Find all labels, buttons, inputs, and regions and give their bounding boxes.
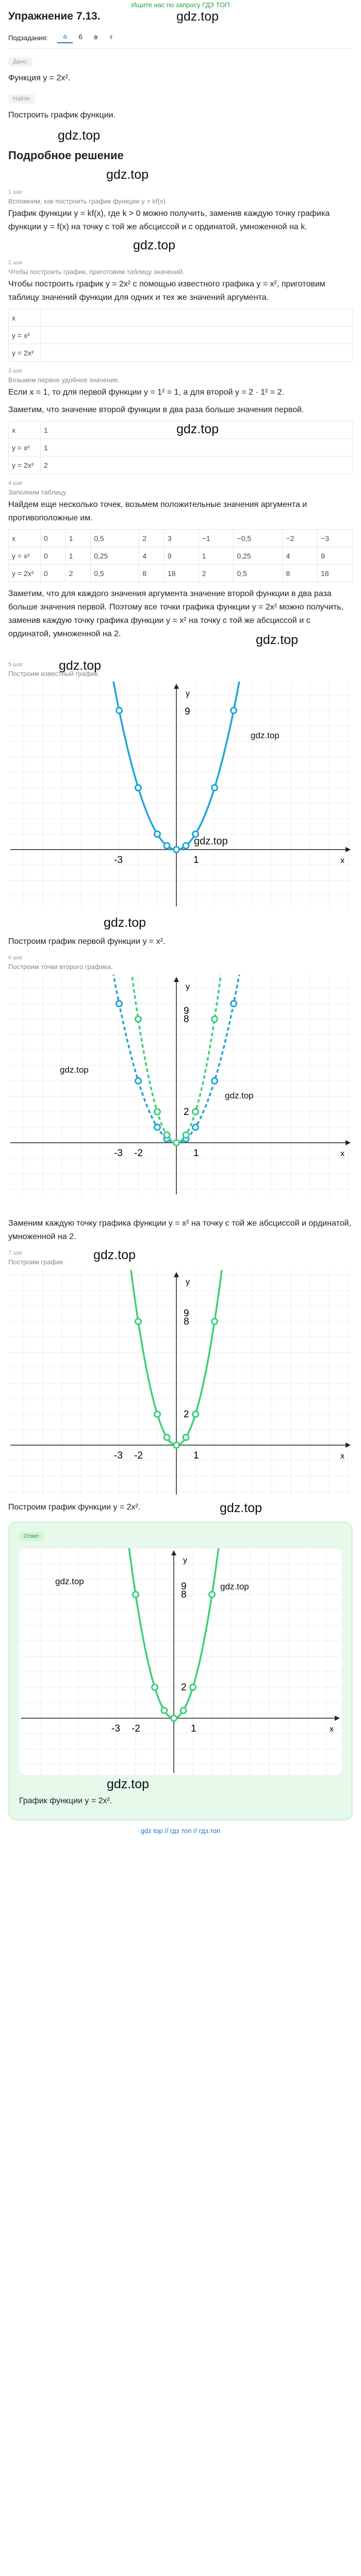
data-point xyxy=(174,1140,179,1146)
table-cell: y = 2x² xyxy=(9,344,41,362)
watermark-row xyxy=(8,633,353,655)
watermark: gdz.top xyxy=(220,1582,249,1591)
table-row xyxy=(9,344,353,362)
step3-table-wrap xyxy=(8,421,353,474)
table-cell: y = 2x² xyxy=(9,565,41,582)
data-point xyxy=(193,1412,199,1417)
data-point xyxy=(212,1319,218,1325)
table-cell: 2 xyxy=(199,565,234,582)
data-point xyxy=(117,708,122,714)
step6-tag: 6 шаг xyxy=(8,955,23,961)
divider xyxy=(8,48,353,49)
graph-svg xyxy=(8,682,353,908)
data-point xyxy=(155,1125,160,1130)
y-axis-arrow xyxy=(174,977,179,982)
table-cell: 1 xyxy=(199,547,234,565)
given-tag: Дано: xyxy=(8,57,32,66)
header xyxy=(8,8,353,29)
watermark: gdz.top xyxy=(58,128,101,143)
table-row xyxy=(9,439,353,456)
tab-subtask-v[interactable]: в xyxy=(94,32,98,41)
table-cell: 4 xyxy=(283,547,318,565)
table-cell: y = x² xyxy=(9,439,41,456)
step3-text1: Если x = 1, то для первой функции y = 1² = 1, а для второй y = 2 · 1² = 2. xyxy=(8,388,285,397)
table-cell: 18 xyxy=(318,565,353,582)
watermark-row xyxy=(8,126,353,144)
graph-answer xyxy=(19,1548,342,1775)
table-cell: 1 xyxy=(41,421,353,439)
table-row xyxy=(9,327,353,344)
tick-label: 8 xyxy=(184,1316,189,1327)
table-row xyxy=(9,309,353,327)
tick-label: 1 xyxy=(193,1148,199,1159)
tick-label: 8 xyxy=(184,1014,189,1025)
table-row xyxy=(9,456,353,474)
footer-link[interactable]: gdz top xyxy=(140,1827,163,1835)
step3-note: Возьмем первое удобное значение. xyxy=(8,376,120,384)
footer-separator: // xyxy=(191,1827,199,1835)
table-cell: 1 xyxy=(65,547,91,565)
tick-label: -3 xyxy=(114,1450,123,1461)
subtask-tabs xyxy=(8,30,353,45)
watermark: gdz.top xyxy=(133,238,176,252)
watermark: gdz.top xyxy=(59,658,102,673)
watermark: gdz.top xyxy=(176,9,219,24)
table-cell: −2 xyxy=(283,530,318,547)
y-axis-label: y xyxy=(186,982,190,991)
step5-tag-row xyxy=(8,658,353,673)
table-cell: y = x² xyxy=(9,327,41,344)
table-cell: 0,5 xyxy=(91,565,139,582)
watermark: gdz.top xyxy=(251,731,280,740)
data-point xyxy=(174,1443,179,1448)
step2-text: Чтобы построить график y = 2x² с помощью известного графика y = x², приготовим таблицу значений функции для одних и тех же значений аргумента. xyxy=(8,280,325,302)
table-cell: 0 xyxy=(41,565,66,582)
table-cell: x xyxy=(9,421,41,439)
table-cell: 0,5 xyxy=(91,530,139,547)
table-cell: 1 xyxy=(65,530,91,547)
find-tag: Найти: xyxy=(8,94,35,104)
data-point xyxy=(164,843,170,849)
step1-text: График функции y = kf(x), где k > 0 можно получить, заменив каждую точку графика функции y = f(x) на точку с той же абсциссой и с ординатой, умноженной на k. xyxy=(8,209,330,231)
table-cell: 8 xyxy=(139,565,165,582)
step4-text1: Найдем еще несколько точек, возьмем положительные значения аргумента и противоположные им. xyxy=(8,500,307,522)
table-cell: 9 xyxy=(164,547,199,565)
watermark: gdz.top xyxy=(106,167,149,182)
watermark: gdz.top xyxy=(176,422,219,436)
graph-svg xyxy=(8,1270,353,1497)
y-axis-arrow xyxy=(174,1272,179,1277)
table-cell: 0,25 xyxy=(234,547,283,565)
data-point xyxy=(117,1001,122,1007)
step4-text2: Заметим, что для каждого значения аргумента значение второй функции в два раза больше значения первой. Поэтому все точки графика функции y = 2x² можно получить, заменив каждую точку графика функции y = x² на точку с той же абсциссой и с ординатой, умноженной на 2. xyxy=(8,589,344,638)
answer-block xyxy=(8,1521,353,1821)
step1-tag: 1 шаг xyxy=(8,189,23,195)
answer-tag: Ответ xyxy=(19,1532,44,1541)
graph-points-2x2 xyxy=(8,975,353,1196)
tick-label: -3 xyxy=(114,855,123,866)
table-cell: 8 xyxy=(283,565,318,582)
data-point xyxy=(212,785,218,791)
step7-tag: 7 шаг xyxy=(8,1250,23,1256)
watermark: gdz.top xyxy=(107,1777,150,1791)
tick-label: 9 xyxy=(184,1006,189,1016)
data-point xyxy=(193,1109,199,1115)
footer-separator: // xyxy=(162,1827,170,1835)
tick-label: -2 xyxy=(132,1723,140,1734)
table-cell: y = x² xyxy=(9,547,41,565)
table-cell: 2 xyxy=(65,565,91,582)
graph-y-2x2 xyxy=(8,1270,353,1497)
x-axis-arrow xyxy=(335,1716,340,1721)
data-point xyxy=(164,1435,170,1440)
table-cell: 18 xyxy=(164,565,199,582)
table-cell: x xyxy=(9,530,41,547)
data-point xyxy=(180,1708,186,1714)
step4-tag: 4 шаг xyxy=(8,480,23,486)
table-cell: 0 xyxy=(41,530,66,547)
data-point xyxy=(231,708,237,714)
step4-note: Заполним таблицу. xyxy=(8,488,68,496)
data-point xyxy=(190,1685,196,1690)
y-axis-arrow xyxy=(171,1550,176,1555)
data-point xyxy=(136,1016,141,1022)
y-axis-label: y xyxy=(183,1556,187,1565)
solution-title: Подробное решение xyxy=(8,149,124,162)
subtasks-label: Подзадания: xyxy=(8,33,48,42)
y-axis-label: y xyxy=(186,1278,190,1286)
answer-caption: График функции y = 2x². xyxy=(19,1797,112,1805)
graph-svg xyxy=(8,975,353,1196)
data-point xyxy=(161,1708,167,1714)
watermark-row xyxy=(19,1779,342,1792)
tab-subtask-b[interactable]: б xyxy=(78,32,83,41)
y-axis-label: y xyxy=(186,689,190,698)
watermark: gdz.top xyxy=(225,1091,254,1100)
data-point xyxy=(193,1125,199,1130)
tick-label: 2 xyxy=(184,1409,189,1420)
tick-label: -2 xyxy=(134,1148,143,1159)
footer-link[interactable]: гдз топ xyxy=(170,1827,192,1835)
table-row xyxy=(9,530,353,547)
data-point xyxy=(155,832,160,837)
step2-table xyxy=(8,309,353,362)
watermark: gdz.top xyxy=(104,916,146,930)
table-cell: −3 xyxy=(318,530,353,547)
table-cell: 3 xyxy=(164,530,199,547)
tick-label: 9 xyxy=(184,1308,189,1319)
table-cell: 1 xyxy=(41,439,353,456)
step1-note: Вспомним, как построить график функции y = kf(x). xyxy=(8,197,168,205)
table-cell: −0,5 xyxy=(234,530,283,547)
tick-label: 9 xyxy=(185,706,190,717)
x-axis-label: x xyxy=(340,856,344,865)
tick-label: 1 xyxy=(191,1723,196,1734)
graph-y-x2 xyxy=(8,682,353,908)
table-row xyxy=(9,547,353,565)
data-point xyxy=(183,1435,189,1440)
tick-label: 8 xyxy=(181,1589,187,1600)
data-point xyxy=(155,1109,160,1115)
step5-note: Построим известный график. xyxy=(8,670,100,677)
x-axis-label: x xyxy=(340,1452,344,1461)
data-point xyxy=(231,1001,237,1007)
data-point xyxy=(136,785,141,791)
graph-svg xyxy=(19,1548,342,1775)
table-cell xyxy=(41,327,353,344)
tick-label: -3 xyxy=(114,1148,123,1159)
data-point xyxy=(212,1016,218,1022)
step5-tag: 5 шаг xyxy=(8,662,23,668)
tick-label: -2 xyxy=(134,1450,143,1461)
watermark-row xyxy=(8,167,353,183)
tick-label: -3 xyxy=(111,1723,120,1734)
data-point xyxy=(164,1132,170,1138)
watermark: gdz.top xyxy=(55,1577,84,1586)
data-point xyxy=(155,1412,160,1417)
watermark-row xyxy=(8,912,353,933)
data-point xyxy=(136,1078,141,1084)
data-point xyxy=(183,843,189,849)
tick-label: 2 xyxy=(184,1107,189,1117)
step4-table xyxy=(8,529,353,582)
step6-caption: Заменим каждую точку графика функции y = x² на точку с той же абсциссой и ординатой, умноженной на 2. xyxy=(8,1219,351,1241)
data-point xyxy=(183,1132,189,1138)
table-cell: −1 xyxy=(199,530,234,547)
footer-link[interactable]: гдз.топ xyxy=(199,1827,221,1835)
tab-subtask-g[interactable]: г xyxy=(110,32,113,41)
table-cell xyxy=(41,344,353,362)
step2-note: Чтобы построить график, приготовим таблицу значений. xyxy=(8,268,185,276)
find-text: Построить график функции. xyxy=(8,111,116,120)
watermark: gdz.top xyxy=(194,836,228,847)
x-axis-label: x xyxy=(340,1149,344,1158)
step3-tag: 3 шаг xyxy=(8,368,23,374)
table-cell xyxy=(41,309,353,327)
table-cell: 0,25 xyxy=(91,547,139,565)
step2-tag: 2 шаг xyxy=(8,260,23,266)
data-point xyxy=(133,1592,139,1598)
step3-text2: Заметим, что значение второй функции в два раза больше значения первой. xyxy=(8,405,304,414)
table-cell: x xyxy=(9,309,41,327)
x-axis-label: x xyxy=(330,1725,334,1734)
watermark-row xyxy=(8,238,353,253)
watermark: gdz.top xyxy=(60,1065,89,1075)
step7-note: Построим график. xyxy=(8,1258,65,1266)
tick-label: 1 xyxy=(193,855,199,866)
footer xyxy=(8,1827,353,1835)
data-point xyxy=(152,1685,158,1690)
watermark: gdz.top xyxy=(256,633,299,647)
step7-caption: Построим график функции y = 2x². xyxy=(8,1503,141,1512)
given-text: Функция y = 2x². xyxy=(8,74,71,82)
watermark: gdz.top xyxy=(93,1248,136,1262)
data-point xyxy=(136,1319,141,1325)
data-point xyxy=(212,1078,218,1084)
table-cell: 0,5 xyxy=(234,565,283,582)
exercise-title: Упражнение 7.13. xyxy=(8,10,101,22)
table-cell: 9 xyxy=(318,547,353,565)
table-cell: 4 xyxy=(139,547,165,565)
tick-label: 1 xyxy=(193,1450,199,1461)
y-axis-arrow xyxy=(174,684,179,689)
tick-label: 2 xyxy=(181,1682,187,1693)
data-point xyxy=(171,1716,177,1721)
tab-subtask-a[interactable]: а xyxy=(57,32,73,43)
data-point xyxy=(209,1592,215,1598)
step6-note: Построим точки второго графика. xyxy=(8,963,113,971)
table-cell: 2 xyxy=(139,530,165,547)
step5-caption: Построим график первой функции y = x². xyxy=(8,937,166,946)
tick-label: 9 xyxy=(181,1581,187,1592)
table-cell: y = 2x² xyxy=(9,456,41,474)
table-cell: 2 xyxy=(41,456,353,474)
data-point xyxy=(174,847,179,853)
top-banner[interactable]: Ищите нас по запросу ГДЗ ТОП xyxy=(131,1,230,9)
watermark: gdz.top xyxy=(220,1501,262,1515)
table-row xyxy=(9,565,353,582)
table-cell: 0 xyxy=(41,547,66,565)
step7-caption-row xyxy=(8,1501,353,1514)
